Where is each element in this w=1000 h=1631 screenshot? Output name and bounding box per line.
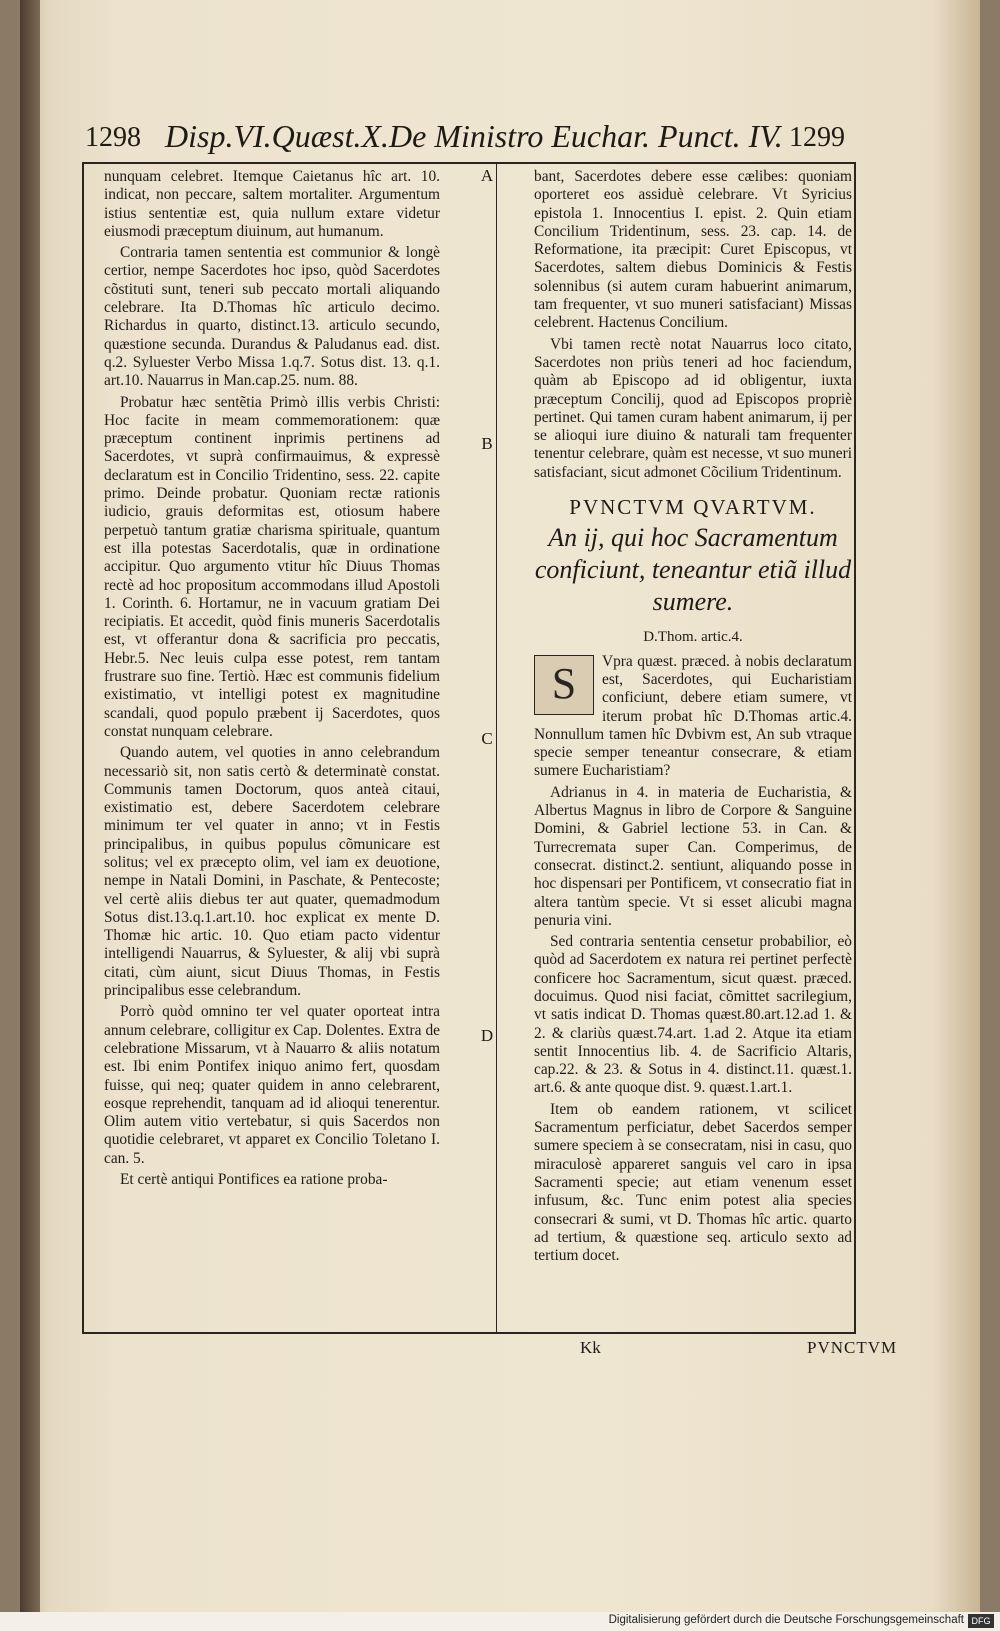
dfg-logo: DFG xyxy=(968,1614,994,1628)
paragraph: Contraria tamen sententia est communior & longè certior, nempe Sacerdotes hoc ipso, quòd Sacerdotes cõstituti sunt, teneri sub peccato mortali aliquando celebrare. Ita D.Thomas hîc articulo decimo. Richardus in quarto, distinct.13. articulo secundo, quæstione secunda. Durandus & Paludanus ead. dist. q.2. Syluester Verbo Missa 1.q.7. Sotus dist. 13. q.1. art.10. Nauarrus in Man.cap.25. num. 88. xyxy=(104,244,440,390)
right-column xyxy=(534,168,852,1268)
page-number-left: 1298 xyxy=(85,122,141,153)
page-number-right: 1299 xyxy=(789,122,845,153)
paragraph: Et certè antiqui Pontifices ea ratione proba- xyxy=(120,1171,388,1189)
paragraph: Adrianus in 4. in materia de Eucharistia, & Albertus Magnus in libro de Corpore & Sanguine Domini, & Gabriel lectione 53. in Can. & Turrecremata super Can. Comperimus, de consecrat. distinct.2. sentiunt, aliquando posse in hoc dispensari per Pontificem, vt consecratio fiat in altera tantùm specie. Vt si esset alicubi magna penuria vini. xyxy=(534,783,852,929)
paragraph: Probatur hæc sentẽtia Primò illis verbis Christi: Hoc facite in meam commemorationem: quæ præceptum continent inprimis pertinens ad Sacerdotes, vt suprà confirmauimus, & expressè declaratum est in Concilio Tridentino, sess. 22. capite primo. Deinde probatur. Quoniam rectæ rationis iudicio, grauis deformitas est, otiosum habere perpetuò tantum gratiæ charisma spirituale, quantum est illa potestas Sacerdotalis, quæ in ordinatione accipitur. Quo argumento vtitur hîc Diuus Thomas rectè ad hoc propositum accommodans illud Apostoli 1. Corinth. 6. Hortamur, ne in vacuum gratiam Dei recipiatis. Et accedit, quòd finis muneris Sacerdotalis est, vt offerantur dona & sacrificia pro peccatis, Hebr.5. Nec leuis culpa esse potest, rem tantam frustrare suo fine. Tertiò. Hæc est communis fidelium existimatio, vt intelligi potest ex magnitudine scandali, quod populo præbent ij Sacerdotes, quos constat nunquam celebrare. xyxy=(104,393,440,740)
paragraph: bant, Sacerdotes debere esse cælibes: quoniam oporteret eos assiduè celebrare. Vt Syricius epistola 1. Innocentius I. epist. 2. Quin etiam Concilium Tridentinum, sess. 23. cap. 14. de Reformatione, ita præcipit: Curet Episcopus, vt Sacerdotes, saltem diebus Dominicis & Festis solennibus (si autem curam habuerint animarum, tam frequenter, vt suo muneri satisfaciant) Missas celebrent. Hactenus Concilium. xyxy=(534,168,852,332)
section-reference: D.Thom. artic.4. xyxy=(643,629,743,646)
paragraph: Porrò quòd omnino ter vel quater oporteat intra annum celebrare, colligitur ex Cap. Dolentes. Extra de celebratione Missarum, vt à Nauarro & aliis notatum est. Ibi enim Pontifex iniquo animo fert, quosdam fuisse, qui neq; quater quidem in anno celebrarent, eosque reprehendit, tanquam ad id alioqui tenerentur. Olim autem vitio vertebatur, si quis Sacerdos non quotidie celebraret, vt apparet ex Concilio Toletano I. can. 5. xyxy=(104,1003,440,1167)
margin-marker-d: D xyxy=(480,1026,494,1045)
text-frame xyxy=(82,162,856,1334)
signature-mark: Kk xyxy=(580,1338,601,1357)
catchword: PVNCTVM xyxy=(807,1338,898,1357)
binding-edge xyxy=(20,0,40,1631)
margin-marker-c: C xyxy=(481,729,493,748)
paragraph: Vbi tamen rectè notat Nauarrus loco citato, Sacerdotes non priùs teneri ad hoc faciendum, quàm ab Episcopo ad id obligentur, iuxta præceptum Concilij, quod ad Episcopos propriè pertinet. Qui tamen curam habent animarum, ij per se alioqui iure diuino & naturali tam frequenter tenentur celebrare, quàm est necesse, vt suo muneri satisfaciant, sicut admonet Cõcilium Tridentinum. xyxy=(534,335,852,481)
paragraph-text: Vpra quæst. præced. à nobis declaratum est, Sacerdotes, qui Eucharistiam conficiunt, debere etiam sumere, vt iterum probat hîc D.Thomas artic.4. Nonnullum tamen hîc Dvbivm est, An sub vtraque specie semper teneantur consecrare, & etiam sumere Eucharistiam? xyxy=(534,652,852,780)
paragraph: Quando autem, vel quoties in anno celebrandum necessariò sit, non satis certò & determinatè constat. Communis tamen Doctorum, quos anteà citaui, existimatio est, debere Sacerdotem celebrare minimum ter vel quater in anno; vt in Festis principalibus, in quibus populus cõmunicare est solitus; vel ex præcepto olim, vel iam ex deuotione, nempe in Natali Domini, in Paschate, & Pentecoste; vel certè aliis diebus ter aut quater, quemadmodum Sotus dist.13.q.1.art.10. hoc explicat ex mente D. Thomæ hic artic. 10. Quo etiam pacto videntur intelligendi Nauarrus, & Syluester, & alij vbi suprà citati, cùm aiunt, sicut Diuus Thomas, in Festis principalibus esse celebrandum. xyxy=(104,744,440,1000)
section-title: PVNCTVM QVARTVM. xyxy=(569,495,817,520)
column-divider xyxy=(496,164,497,1332)
paragraph: Sed contraria sententia censetur probabilior, eò quòd ad Sacerdotem ex natura rei pertinet perfectè conficere hoc Sacramentum, sicut quæst. præced. docuimus. Quod nisi faciat, cõmittet sacrilegium, vt satis indicat D. Thomas quæst.80.art.12.ad 1. & 2. & clariùs quæst.74.art. 1.ad 2. Atque ita etiam sentit Innocentius lib. 4. de Sacrificio Altaris, cap.22. & 23. & Sotus in 4. distinct.11. quæst.1. art.6. & ante quoque dist. 9. quæst.1.art.1. xyxy=(534,933,852,1097)
running-title: Disp.VI.Quæst.X.De Ministro Euchar. Punct. IV. xyxy=(165,118,783,154)
funding-text: Digitalisierung gefördert durch die Deutsche Forschungsgemeinschaft xyxy=(608,1614,964,1626)
paragraph: Item ob eandem rationem, vt scilicet Sacramentum perficiatur, debet Sacerdos semper sumere speciem à se consecratam, nisi in casu, quo miraculosè appareret sanguis vel caro in ipsa Sacramenti specie; aut etiam venenum esset infusum, &c. Tunc enim potest alia species consecrari & sumi, vt D. Thomas hîc artic. quarto ad tertium, & quæstione seq. articulo sexto ad tertium docet. xyxy=(534,1100,852,1265)
paragraph: nunquam celebret. Itemque Caietanus hîc art. 10. indicat, non peccare, saltem mortaliter. Argumentum istius sententiæ est, quia nullum extare videtur eiusmodi præceptum diuinum, aut humanum. xyxy=(104,168,440,240)
section-question: An ij, qui hoc Sacramentum conficiunt, teneantur etiã illud sumere. xyxy=(534,523,852,617)
margin-marker-b: B xyxy=(481,434,493,453)
paragraph-with-initial xyxy=(534,653,852,781)
left-column xyxy=(104,168,440,1192)
running-header xyxy=(85,118,845,158)
book-page xyxy=(20,0,980,1631)
margin-marker-a: A xyxy=(480,166,494,185)
decorated-initial: S xyxy=(534,655,594,715)
